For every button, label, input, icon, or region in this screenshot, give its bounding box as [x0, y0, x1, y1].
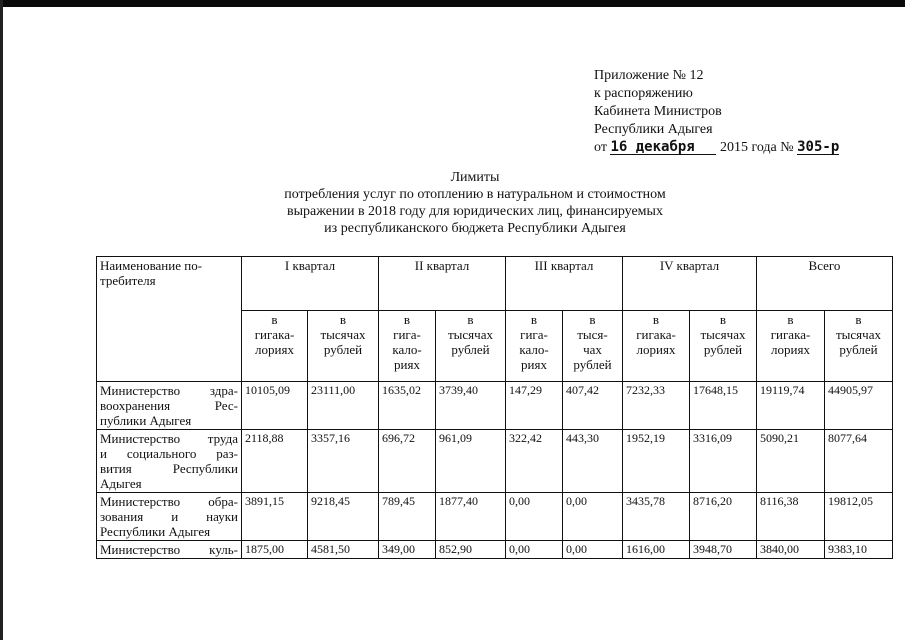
appendix-line: Приложение № 12: [594, 68, 704, 83]
value-cell: 10105,09: [242, 382, 308, 430]
quarter-header-row: [97, 257, 893, 311]
unit-thousand-rub-header: в тыся- чах рублей: [563, 311, 623, 382]
table-row: [97, 541, 893, 559]
date-prefix: от: [594, 140, 607, 155]
consumer-name-line: Министерство обра-: [100, 494, 238, 509]
value-cell: 349,00: [379, 541, 436, 559]
consumer-name-cell: [97, 430, 242, 493]
title-line: выражении в 2018 году для юридических лиц, финансируемых: [287, 204, 663, 219]
consumer-name-line: Республики Адыгея: [100, 524, 211, 539]
appendix-line: Кабинета Министров: [594, 104, 722, 119]
value-cell: 8116,38: [757, 493, 825, 541]
value-cell: 5090,21: [757, 430, 825, 493]
unit-thousand-rub-header: в тысячах рублей: [825, 311, 893, 382]
value-cell: 1952,19: [623, 430, 690, 493]
total-header: Всего: [757, 257, 893, 311]
handwritten-number: 305-р: [797, 139, 840, 155]
unit-gcal-header: в гигака- лориях: [242, 311, 308, 382]
value-cell: 1616,00: [623, 541, 690, 559]
consumer-name-line: зования и науки: [100, 509, 238, 524]
value-cell: 1635,02: [379, 382, 436, 430]
value-cell: 3316,09: [690, 430, 757, 493]
value-cell: 3840,00: [757, 541, 825, 559]
value-cell: 19119,74: [757, 382, 825, 430]
value-cell: 2118,88: [242, 430, 308, 493]
unit-gcal-header: в гигака- лориях: [623, 311, 690, 382]
limits-table: [96, 256, 893, 559]
consumer-name-line: вития Республики: [100, 461, 238, 476]
consumer-name-cell: [97, 493, 242, 541]
consumer-name-line: Министерство здра-: [100, 383, 238, 398]
consumer-name-line: и социального раз-: [100, 446, 238, 461]
consumer-name-header: [97, 257, 242, 382]
value-cell: 1877,40: [436, 493, 506, 541]
table-row: [97, 382, 893, 430]
appendix-line: к распоряжению: [594, 86, 693, 101]
value-cell: 19812,05: [825, 493, 893, 541]
unit-gcal-header: в гига- кало- риях: [506, 311, 563, 382]
value-cell: 3948,70: [690, 541, 757, 559]
consumer-name-cell: [97, 541, 242, 559]
handwritten-date: 16 декабря: [610, 140, 716, 155]
value-cell: 7232,33: [623, 382, 690, 430]
value-cell: 3357,16: [308, 430, 379, 493]
consumer-name-line: воохранения Рес-: [100, 398, 238, 413]
scan-top-edge: [0, 0, 905, 7]
appendix-line: Республики Адыгея: [594, 122, 713, 137]
value-cell: 852,90: [436, 541, 506, 559]
value-cell: 147,29: [506, 382, 563, 430]
value-cell: 0,00: [563, 493, 623, 541]
scan-left-edge: [0, 0, 3, 640]
value-cell: 3739,40: [436, 382, 506, 430]
value-cell: 789,45: [379, 493, 436, 541]
consumer-name-line: Министерство куль-: [100, 542, 238, 557]
title-line: Лимиты: [450, 170, 500, 185]
value-cell: 0,00: [506, 493, 563, 541]
quarter-3-header: III квартал: [506, 257, 623, 311]
unit-thousand-rub-header: в тысячах рублей: [690, 311, 757, 382]
table-row: [97, 493, 893, 541]
value-cell: 696,72: [379, 430, 436, 493]
value-cell: 9218,45: [308, 493, 379, 541]
value-cell: 8716,20: [690, 493, 757, 541]
value-cell: 407,42: [563, 382, 623, 430]
value-cell: 3435,78: [623, 493, 690, 541]
value-cell: 9383,10: [825, 541, 893, 559]
unit-thousand-rub-header: в тысячах рублей: [436, 311, 506, 382]
unit-gcal-header: в гига- кало- риях: [379, 311, 436, 382]
header-text: требителя: [100, 273, 156, 288]
appendix-header: [594, 67, 839, 157]
consumer-name-cell: [97, 382, 242, 430]
consumer-name-line: публики Адыгея: [100, 413, 192, 428]
quarter-1-header: I квартал: [242, 257, 379, 311]
consumer-name-line: Министерство труда: [100, 431, 238, 446]
value-cell: 322,42: [506, 430, 563, 493]
quarter-2-header: II квартал: [379, 257, 506, 311]
value-cell: 23111,00: [308, 382, 379, 430]
appendix-date-line: [594, 139, 839, 157]
value-cell: 0,00: [506, 541, 563, 559]
unit-thousand-rub-header: в тысячах рублей: [308, 311, 379, 382]
year-text: 2015 года №: [719, 140, 794, 155]
table-row: [97, 430, 893, 493]
value-cell: 8077,64: [825, 430, 893, 493]
value-cell: 17648,15: [690, 382, 757, 430]
document-title: [255, 169, 695, 237]
value-cell: 3891,15: [242, 493, 308, 541]
title-line: потребления услуг по отоплению в натуральном и стоимостном: [284, 187, 666, 202]
unit-gcal-header: в гигака- лориях: [757, 311, 825, 382]
table-body: [97, 382, 893, 559]
header-text: Наименование по-: [100, 258, 203, 273]
quarter-4-header: IV квартал: [623, 257, 757, 311]
consumer-name-line: Адыгея: [100, 476, 142, 491]
value-cell: 961,09: [436, 430, 506, 493]
value-cell: 1875,00: [242, 541, 308, 559]
value-cell: 0,00: [563, 541, 623, 559]
value-cell: 443,30: [563, 430, 623, 493]
title-line: из республиканского бюджета Республики Адыгея: [324, 221, 626, 236]
value-cell: 4581,50: [308, 541, 379, 559]
value-cell: 44905,97: [825, 382, 893, 430]
